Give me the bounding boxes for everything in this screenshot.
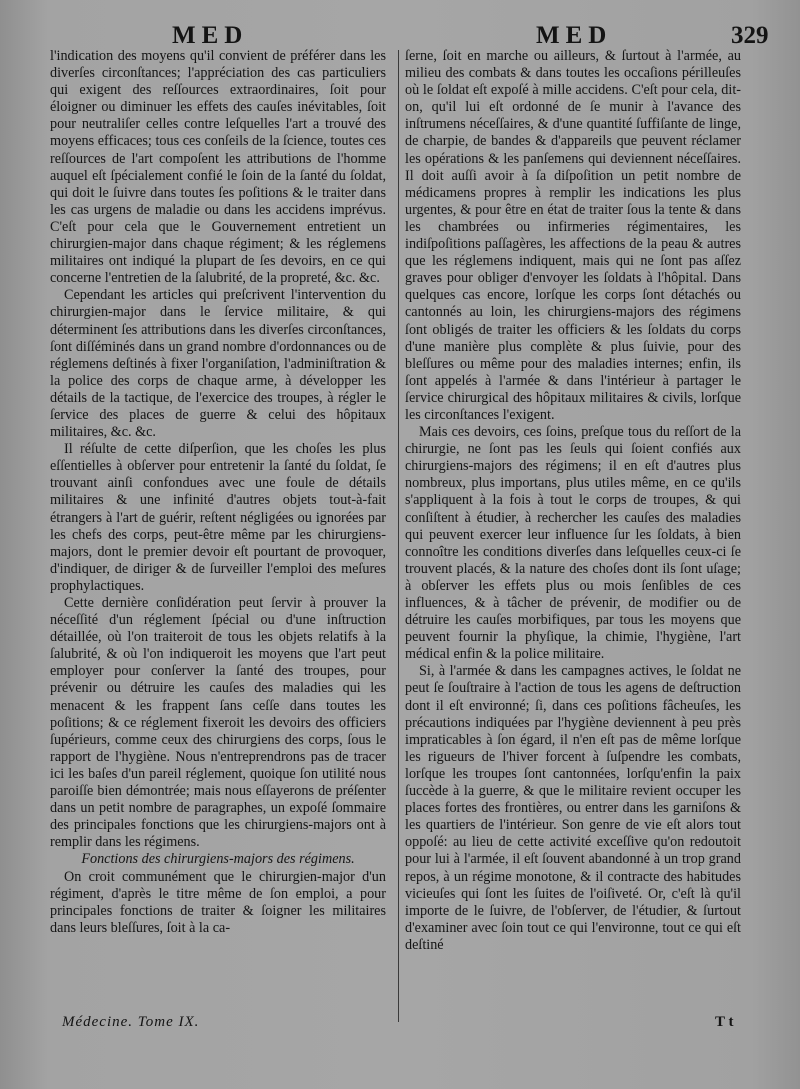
running-head-right: MED — [536, 22, 613, 49]
paragraph: Si, à l'armée & dans les campagnes actives, le ſoldat ne peut ſe ſouſtraire à l'action de tous les agens de deſtruction dont il eſt environné; ſi, dans ces poſitions fâcheuſes, les précautions indiquées par l'hygiène deviennent à peu près impraticables à ſon égard, il n'en eſt pas de même lorſque les rigueurs de l'hiver forcent à ſuſpendre les combats, lorſque les troupes ſont cantonnées, lorſqu'enfin la paix ſuccède à la guerre, & que le militaire revient occuper les places fortes des frontières, ou entrer dans les garniſons & les quartiers de l'intérieur. Son genre de vie eſt alors tout oppoſé: au lieu de cette activité exceſſive qu'on redoutoit pour lui à l'armée, il eſt ſouvent abandonné à un trop grand repos, à un régime monotone, & il contracte des habitudes vicieuſes qui ſont les ſuites de l'oiſiveté. Or, c'eſt là qu'il importe de le ſuivre, de l'obſerver, de l'étudier, & ſurtout d'examiner avec ſoin tout ce qui l'environne, tout ce qui eſt deſtiné — [405, 663, 741, 953]
section-title: Fonctions des chirurgiens-majors des régimens. — [81, 851, 355, 868]
paragraph: On croit communément que le chirurgien-major d'un régiment, d'après le titre même de ſon emploi, a pour principales fonctions de traiter & ſoigner les militaires dans leurs bleſſures, ſoit à la ca- — [50, 868, 386, 936]
paragraph: l'indication des moyens qu'il convient de préférer dans les diverſes circonſtances; l'appréciation des cas particuliers qui exigent des reſſources extraordinaires, ſoit pour éloigner ou diminuer les effets des cauſes inévitables, ſoit pour neutraliſer celles contre leſquelles l'art a trouvé des moyens efficaces; tous ces conſeils de la ſcience, toutes ces reſſources de l'art compoſent les attributions de l'homme auquel eſt ſpécialement confié le ſoin de la ſanté du ſoldat, qui doit le ſuivre dans toutes ſes poſitions & le traiter dans les cas urgens de maladie ou dans les accidens imprévus. C'eſt pour cela que le Gouvernement entretient un chirurgien-major dans chaque régiment; & les réglemens militaires ont indiqué la plupart de ſes devoirs, en ce qui concerne l'entretien de la ſalubrité, de la propreté, &c. &c. — [50, 48, 386, 287]
paragraph: ſerne, ſoit en marche ou ailleurs, & ſurtout à l'armée, au milieu des combats & dans toutes les occaſions périlleuſes où le ſoldat eſt expoſé à mille accidens. C'eſt pour cela, dit-on, qu'il lui eſt ordonné de ſe munir à l'avance des inſtrumens néceſſaires, & d'une quantité ſuffiſante de linge, de charpie, de bandes & d'appareils que peuvent réclamer les opérations & les panſemens qui deviennent néceſſaires. Il doit auſſi avoir à ſa diſpoſition un petit nombre de médicamens propres à remplir les indications les plus urgentes, & pour être en état de traiter ſous la tente & dans les chambrées ou infirmeries régimentaires, les indiſpoſitions paſſagères, les affections de la peau & autres que les réglemens indiquent, mais qui ne ſont pas aſſez graves pour obliger d'envoyer les ſoldats à l'hôpital. Dans quelques cas encore, lorſque les corps ſont détachés ou cantonnés au loin, les chirurgiens-majors des régimens ſont obligés de traiter les officiers & les ſoldats du corps d'une manière plus complète & plus ſuivie, pour des bleſſures ou même pour des maladies internes; enfin, ils ſont appelés à l'armée & dans l'intérieur à partager le ſervice chirurgical des hôpitaux militaires & civils, lorſque les circonſtances l'exigent. — [405, 48, 741, 423]
signature-line: Médecine. Tome IX. — [62, 1014, 200, 1030]
running-head-left: MED — [172, 22, 249, 49]
paragraph: Cependant les articles qui preſcrivent l'intervention du chirurgien-major dans le ſervice militaire, & qui déterminent ſes attributions dans les diverſes circonſtances, ſont diſſéminés dans un grand nombre d'ordonnances ou de réglemens deſtinés à fixer l'organiſation, l'adminiſtration & la police des corps de chaque arme, à développer les détails de la tactique, de l'exercice des troupes, à régler le ſervice des places de guerre & celui des hôpitaux militaires, &c. &c. — [50, 287, 386, 441]
left-column — [50, 48, 386, 937]
column-divider — [398, 50, 399, 1022]
signature-mark: T t — [715, 1014, 734, 1030]
paragraph: Mais ces devoirs, ces ſoins, preſque tous du reſſort de la chirurgie, ne ſont pas les ſeuls qui ſoient confiés aux chirurgiens-majors des régimens; il en eſt d'autres plus nombreux, plus importans, plus utiles même, en ce qu'ils s'appliquent à la fois à tout le corps de troupes, & qui conſiſtent à étudier, à rechercher les cauſes des maladies qui peuvent exercer leur influence ſur les ſoldats, à bien connoître les conditions diverſes dans leſquelles ceux-ci ſe trouvent placés, & la nature des choſes dont ils ſont uſage; à obſerver les effets plus ou mois ſenſibles de ces influences, & à tâcher de prévenir, de modifier ou de détruire les cauſes morbifiques, par tous les moyens que peuvent fournir la phyſique, la chimie, l'hygiène, l'art médical enfin & la police militaire. — [405, 424, 741, 663]
paragraph: Il réſulte de cette diſperſion, que les choſes les plus eſſentielles à obſerver pour entretenir la ſanté du ſoldat, ſe trouvant ainſi confondues avec une foule de détails militaires & une infinité d'autres objets tout-à-fait étrangers à l'art de guérir, reſtent négligées ou ignorées par les chefs des corps, peut-être même par les chirurgiens-majors, dont le premier devoir eſt pourtant de provoquer, d'indiquer, de diriger & de ſurveiller l'emploi des meſures prophylactiques. — [50, 441, 386, 594]
page-number: 329 — [731, 22, 769, 49]
paragraph: Cette dernière conſidération peut ſervir à prouver la néceſſité d'un réglement ſpécial ou d'une inſtruction détaillée, où l'on traiteroit de tous les objets relatifs à la ſalubrité, & où l'on indiqueroit les moyens que l'art peut employer pour conſerver la ſanté des troupes, pour prévenir ou détruire les cauſes des maladies qui les menacent & les frappent ſans ceſſe dans toutes les poſitions; & ce réglement fixeroit les devoirs des officiers ſupérieurs, comme ceux des chirurgiens des corps, ſous le rapport de l'hygiène. Nous n'entreprendrons pas de tracer ici les baſes d'un pareil réglement, quoique ſon utilité nous paroiſſe bien démontrée; mais nous eſſayerons de préſenter dans un petit nombre de paragraphes, un expoſé ſommaire des principales fonctions que les chirurgiens-majors ont à remplir dans les régimens. — [50, 595, 386, 851]
right-column — [405, 48, 741, 954]
